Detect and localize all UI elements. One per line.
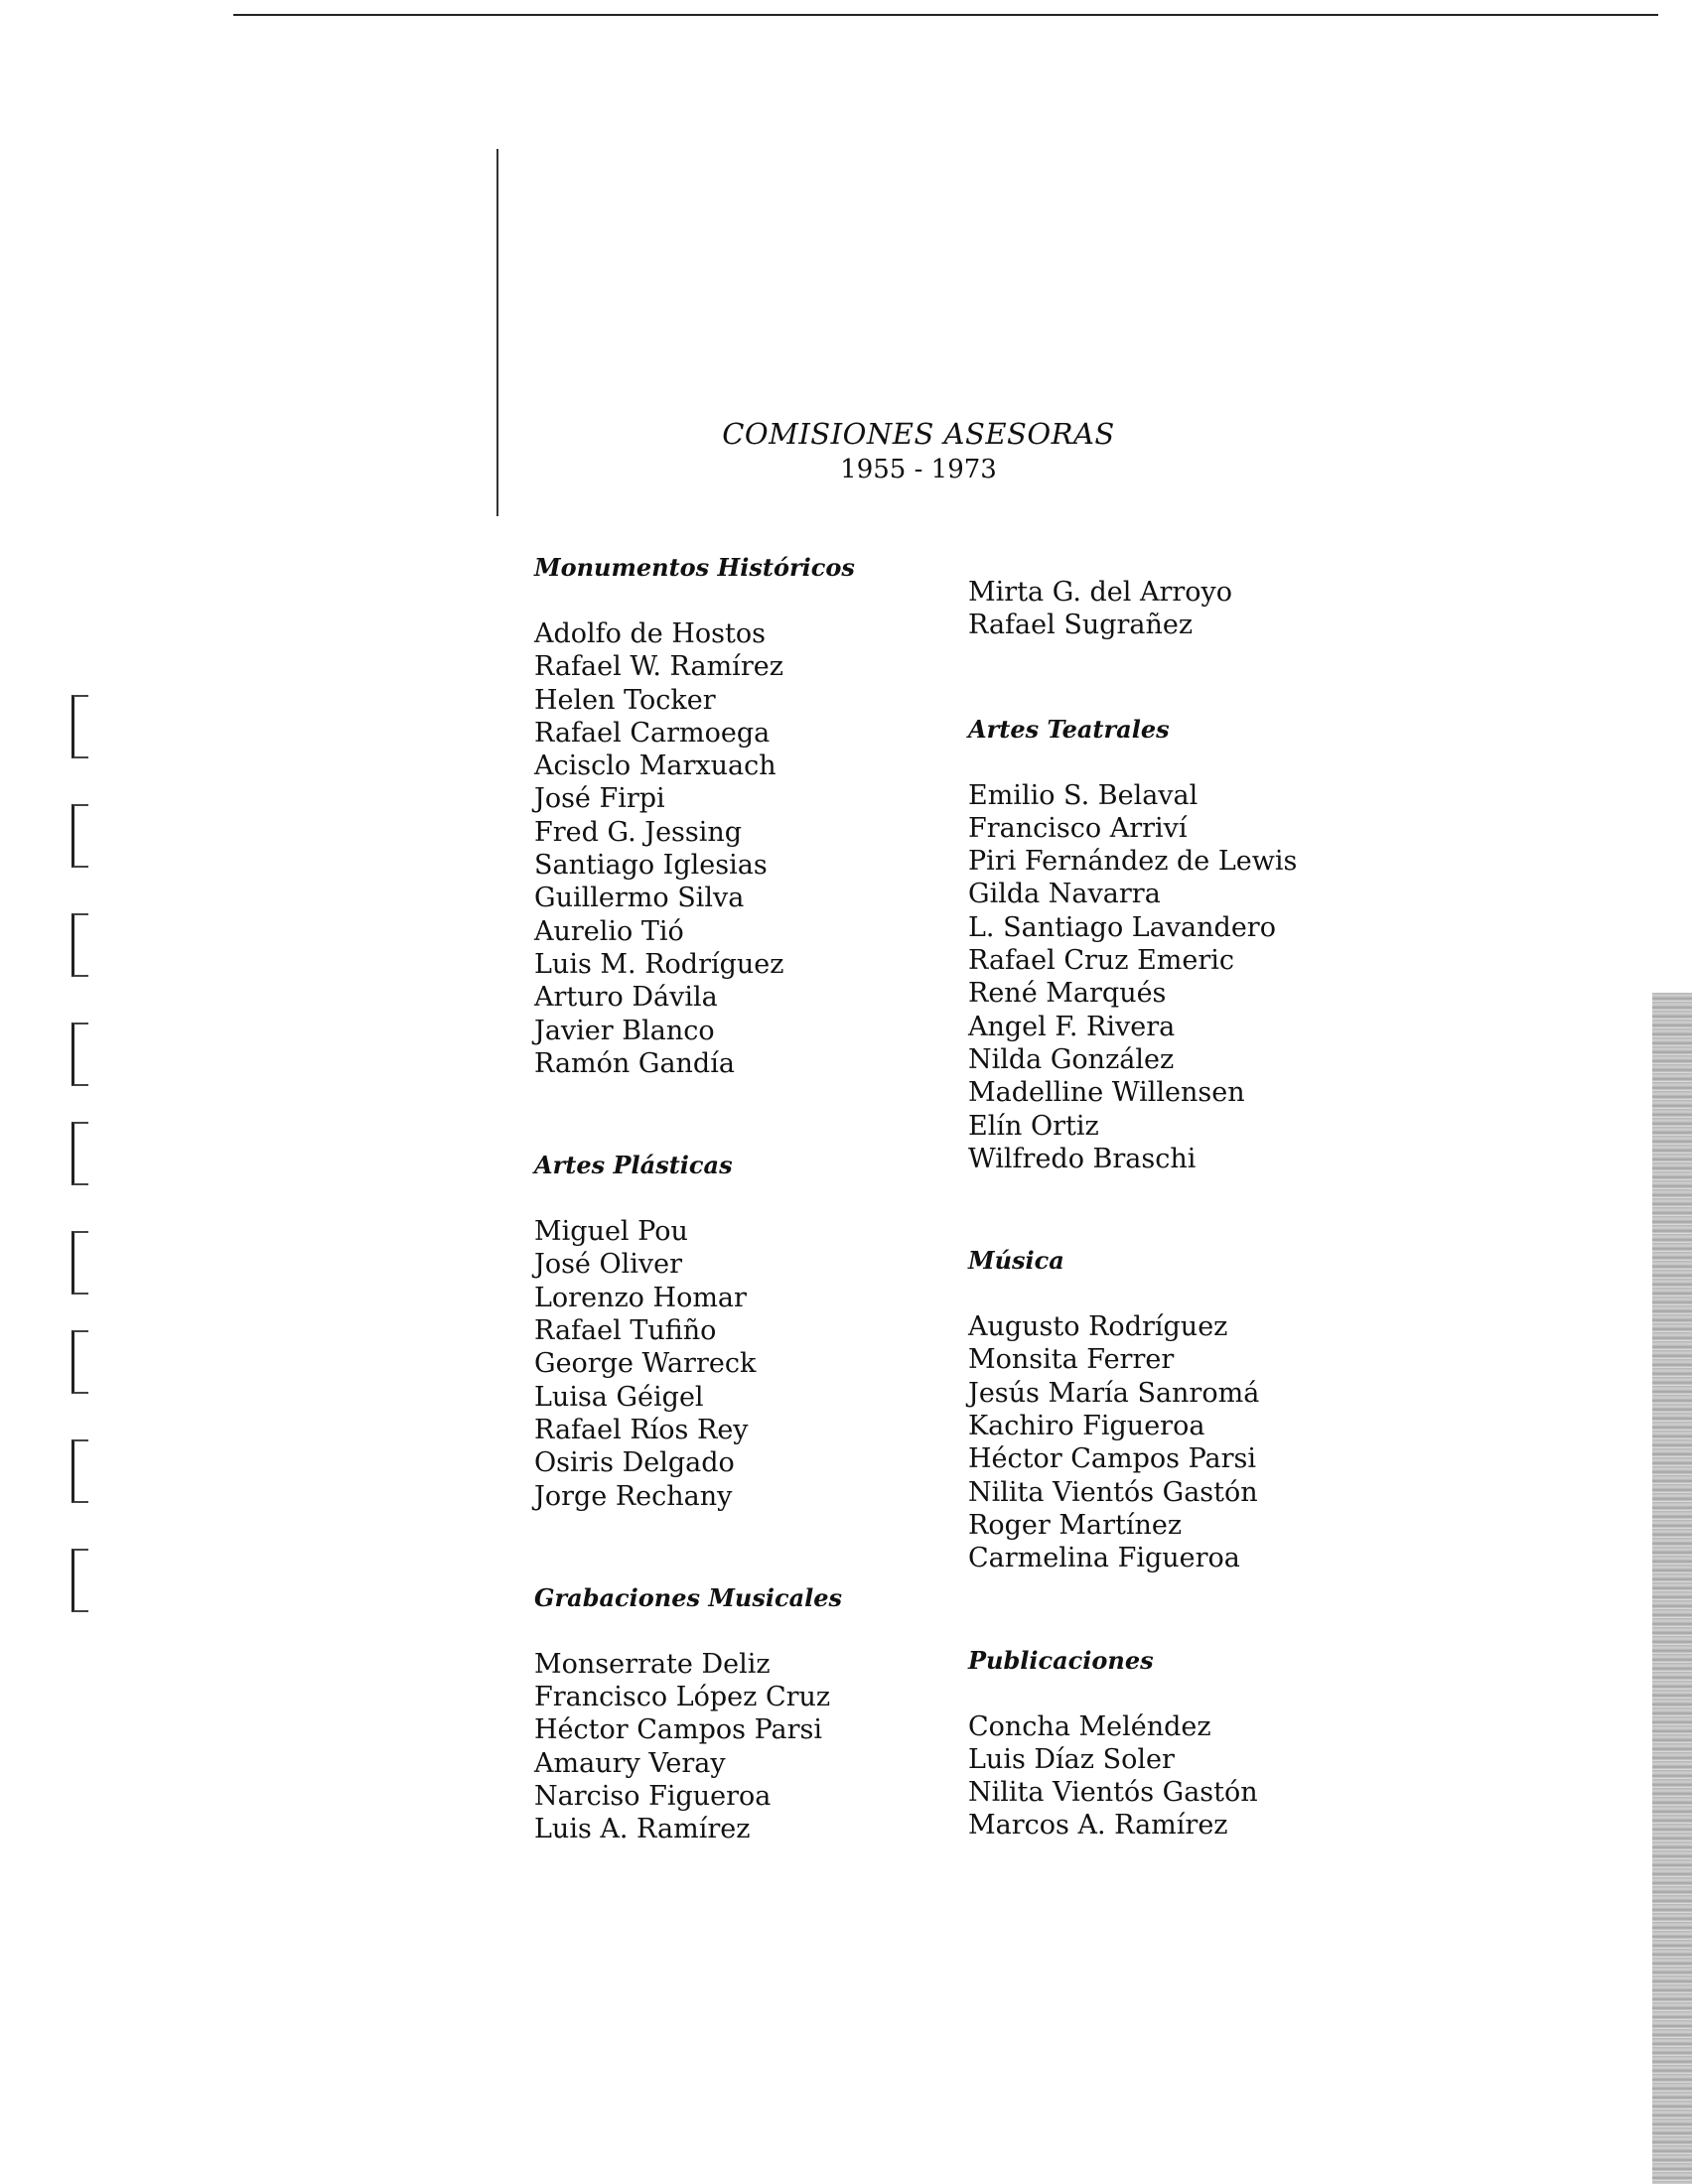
section-monumentos <box>534 552 971 1080</box>
binder-mark <box>71 1439 88 1503</box>
member-list <box>968 1710 1405 1843</box>
member-name: Osiris Delgado <box>534 1447 735 1479</box>
binder-mark <box>71 1023 88 1086</box>
document-title: COMISIONES ASESORAS <box>722 417 1115 451</box>
document-header <box>695 417 1142 484</box>
member-name: Concha Meléndez <box>968 1710 1211 1742</box>
member-name: Luis A. Ramírez <box>534 1814 751 1845</box>
member-name: Francisco Arriví <box>968 812 1188 844</box>
binder-mark <box>71 1231 88 1295</box>
member-name: José Firpi <box>534 783 665 815</box>
section-gap <box>968 1575 1405 1645</box>
member-name: Helen Tocker <box>534 684 716 716</box>
section-gap <box>968 642 1405 714</box>
member-name: Luisa Géigel <box>534 1381 704 1413</box>
member-name: Aurelio Tió <box>534 915 684 947</box>
continued-member-list <box>968 576 1405 642</box>
member-name: Rafael W. Ramírez <box>534 651 783 683</box>
member-list <box>534 1648 971 1846</box>
scan-edge-noise <box>1652 993 1692 2184</box>
vertical-rule <box>496 149 498 516</box>
section-heading: Música <box>968 1246 1064 1276</box>
member-name: L. Santiago Lavandero <box>968 911 1276 943</box>
member-list <box>968 1310 1405 1574</box>
member-name: Arturo Dávila <box>534 982 718 1014</box>
member-name: Ramón Gandía <box>534 1047 735 1079</box>
member-name: René Marqués <box>968 978 1167 1010</box>
section-heading: Monumentos Históricos <box>534 553 855 582</box>
member-list <box>534 1215 971 1513</box>
member-name: Wilfredo Braschi <box>968 1143 1197 1174</box>
member-name: Roger Martínez <box>968 1509 1183 1541</box>
member-name: José Oliver <box>534 1249 683 1281</box>
member-name: Gilda Navarra <box>968 879 1161 910</box>
binder-mark <box>71 913 88 977</box>
section-musica <box>968 1245 1405 1574</box>
member-name: Nilda González <box>968 1043 1175 1075</box>
member-name: Acisclo Marxuach <box>534 751 776 782</box>
section-grabaciones <box>534 1582 971 1846</box>
member-name: Monserrate Deliz <box>534 1648 771 1680</box>
member-name: Francisco López Cruz <box>534 1682 831 1713</box>
member-name: Madelline Willensen <box>968 1077 1245 1109</box>
member-name: Miguel Pou <box>534 1216 688 1248</box>
member-name: Angel F. Rivera <box>968 1011 1176 1042</box>
member-name: Rafael Tufiño <box>534 1315 717 1347</box>
member-name: Nilita Vientós Gastón <box>968 1777 1258 1809</box>
document-years: 1955 - 1973 <box>840 455 997 484</box>
section-gap <box>534 1080 971 1150</box>
member-name: Javier Blanco <box>534 1015 715 1046</box>
member-name: Jesús María Sanromá <box>968 1377 1260 1409</box>
section-artes-teatrales <box>968 714 1405 1176</box>
member-name: Amaury Veray <box>534 1747 726 1779</box>
member-name: Rafael Carmoega <box>534 717 771 749</box>
binder-mark <box>71 695 88 758</box>
section-gap <box>534 1513 971 1582</box>
section-heading: Artes Teatrales <box>968 714 1170 744</box>
binder-mark <box>71 1330 88 1394</box>
member-name: Carmelina Figueroa <box>968 1543 1240 1574</box>
member-name: Héctor Campos Parsi <box>968 1443 1257 1475</box>
section-heading: Publicaciones <box>968 1645 1154 1675</box>
member-name: Elín Ortiz <box>968 1110 1099 1142</box>
member-name: Santiago Iglesias <box>534 850 768 882</box>
member-name: Kachiro Figueroa <box>968 1411 1205 1442</box>
member-name: Mirta G. del Arroyo <box>968 577 1233 608</box>
member-name: Augusto Rodríguez <box>968 1311 1228 1343</box>
section-gap <box>968 1175 1405 1245</box>
member-name: Rafael Sugrañez <box>968 610 1194 641</box>
member-name: Emilio S. Belaval <box>968 779 1198 811</box>
section-heading: Artes Plásticas <box>534 1151 733 1180</box>
member-name: Rafael Ríos Rey <box>534 1414 749 1445</box>
right-column <box>968 576 1405 1843</box>
binder-mark <box>71 1122 88 1185</box>
member-name: Guillermo Silva <box>534 883 745 914</box>
member-name: Luis M. Rodríguez <box>534 948 784 980</box>
section-artes-plasticas <box>534 1150 971 1513</box>
member-name: Rafael Cruz Emeric <box>968 945 1235 977</box>
member-list <box>968 779 1405 1176</box>
top-rule <box>233 14 1658 16</box>
member-name: Monsita Ferrer <box>968 1344 1175 1376</box>
member-name: Fred G. Jessing <box>534 816 743 848</box>
member-name: Nilita Vientós Gastón <box>968 1476 1258 1508</box>
member-list <box>534 617 971 1080</box>
member-name: Héctor Campos Parsi <box>534 1714 823 1746</box>
left-column <box>534 552 971 1846</box>
section-publicaciones <box>968 1645 1405 1843</box>
member-name: Narciso Figueroa <box>534 1781 772 1813</box>
member-name: George Warreck <box>534 1348 757 1380</box>
member-name: Lorenzo Homar <box>534 1282 747 1313</box>
member-name: Adolfo de Hostos <box>534 618 766 649</box>
member-name: Luis Díaz Soler <box>968 1743 1175 1775</box>
binder-mark <box>71 1549 88 1612</box>
section-heading: Grabaciones Musicales <box>534 1582 843 1612</box>
member-name: Marcos A. Ramírez <box>968 1810 1228 1842</box>
member-name: Jorge Rechany <box>534 1480 733 1512</box>
binder-mark <box>71 804 88 868</box>
member-name: Piri Fernández de Lewis <box>968 846 1298 878</box>
